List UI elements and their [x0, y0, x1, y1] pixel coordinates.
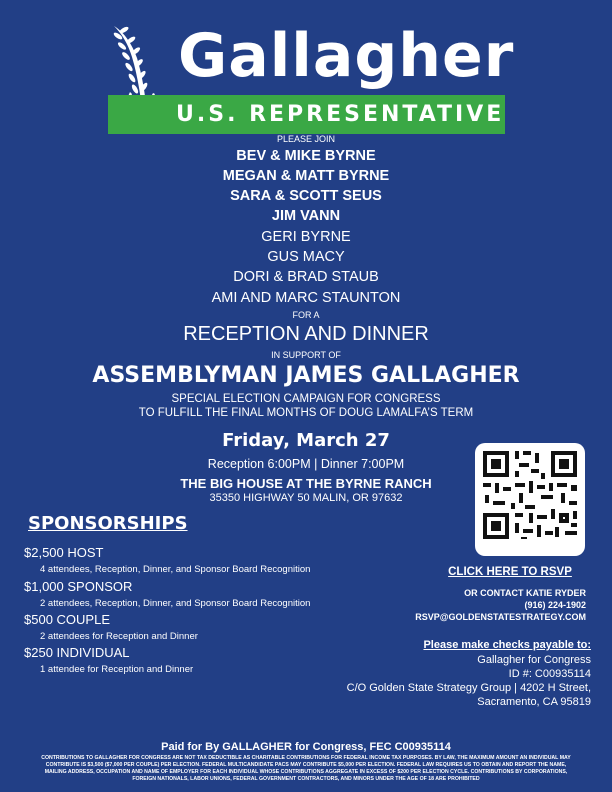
for-a-label: FOR A	[292, 310, 320, 320]
honoree-name: ASSEMBLYMAN JAMES GALLAGHER	[92, 363, 520, 388]
scan-here-label: SCAN HERE	[503, 547, 557, 557]
venue-name: THE BIG HOUSE AT THE BYRNE RANCH	[180, 476, 432, 491]
checks-payee: Gallagher for Congress	[477, 654, 591, 666]
office-title: U.S. REPRESENTATIVE	[176, 102, 505, 127]
sponsorship-level: $500 COUPLE	[24, 612, 110, 627]
rsvp-phone[interactable]: (916) 224-1902	[524, 600, 586, 610]
host-name: GUS MACY	[267, 249, 345, 265]
host-name: BEV & MIKE BYRNE	[236, 148, 376, 164]
sponsorship-benefits: 4 attendees, Reception, Dinner, and Sponsor Board Recognition	[40, 564, 311, 575]
host-name: AMI AND MARC STAUNTON	[211, 290, 401, 306]
rsvp-email[interactable]: RSVP@GOLDENSTATESTRATEGY.COM	[415, 612, 586, 622]
checks-id: ID #: C00935114	[508, 668, 591, 680]
host-name: GERI BYRNE	[261, 229, 351, 245]
sponsorship-level: $2,500 HOST	[24, 545, 104, 560]
event-date: Friday, March 27	[222, 430, 390, 451]
host-name: JIM VANN	[271, 208, 341, 224]
rsvp-qr-code[interactable]	[475, 443, 585, 556]
event-type: RECEPTION AND DINNER	[183, 323, 429, 345]
host-name: DORI & BRAD STAUB	[233, 269, 379, 285]
sponsorships-heading: SPONSORSHIPS	[28, 513, 188, 534]
checks-heading: Please make checks payable to:	[423, 639, 591, 651]
paid-for-by: Paid for By GALLAGHER for Congress, FEC C00935114	[161, 741, 451, 753]
please-join-label: PLEASE JOIN	[276, 134, 336, 144]
logo-name: Gallagher	[178, 21, 515, 91]
host-name: SARA & SCOTT SEUS	[230, 188, 382, 204]
sponsorship-benefits: 1 attendee for Reception and Dinner	[40, 664, 194, 675]
host-name: MEGAN & MATT BYRNE	[222, 168, 390, 184]
purpose-line: TO FULFILL THE FINAL MONTHS OF DOUG LAMALFA’S TERM	[138, 407, 474, 419]
legal-disclaimer: CONTRIBUTIONS TO GALLAGHER FOR CONGRESS ARE NOT TAX DEDUCTIBLE AS CHARITABLE CONTRIBUTIONS FOR FEDERAL INCOME TAX PURPOSES. BY LAW, THE MAXIMUM AMOUNT AN INDIVIDUAL MAY CONTRIBUTE IS $3,500 ($7,000 PER COUPLE) PER ELECTION. FEDERAL MULTICANDIDATE PACS MAY CONTRIBUTE $5,000 PER ELECTION. FEDERAL LAW REQUIRES US TO OBTAIN AND REPORT THE NAME, MAILING ADDRESS, OCCUPATION AND NAME OF EMPLOYER FOR EACH INDIVIDUAL WHOSE CONTRIBUTIONS AGGREGATE IN EXCESS OF $200 PER ELECTION CYCLE. CONTRIBUTIONS BY CORPORATIONS, FOREIGN NATIONALS, LABOR UNIONS, FEDERAL GOVERNMENT CONTRACTORS, AND MINORS UNDER THE AGE OF 18 ARE PROHIBITED	[41, 755, 571, 782]
sponsorship-benefits: 2 attendees, Reception, Dinner, and Sponsor Board Recognition	[40, 598, 311, 609]
event-times: Reception 6:00PM | Dinner 7:00PM	[207, 457, 405, 471]
in-support-label: IN SUPPORT OF	[271, 350, 341, 360]
sponsorship-level: $250 INDIVIDUAL	[24, 645, 130, 660]
checks-address: C/O Golden State Strategy Group | 4202 H Street,	[346, 682, 591, 694]
sponsorship-level: $1,000 SPONSOR	[24, 579, 133, 594]
rsvp-contact: OR CONTACT KATIE RYDER	[464, 588, 586, 598]
qr-code-icon	[475, 443, 585, 547]
purpose-line: SPECIAL ELECTION CAMPAIGN FOR CONGRESS	[171, 393, 441, 405]
rsvp-link[interactable]: CLICK HERE TO RSVP	[448, 566, 572, 578]
venue-address: 35350 HIGHWAY 50 MALIN, OR 97632	[209, 492, 403, 504]
checks-address: Sacramento, CA 95819	[477, 696, 591, 708]
sponsorship-benefits: 2 attendees for Reception and Dinner	[40, 631, 198, 642]
